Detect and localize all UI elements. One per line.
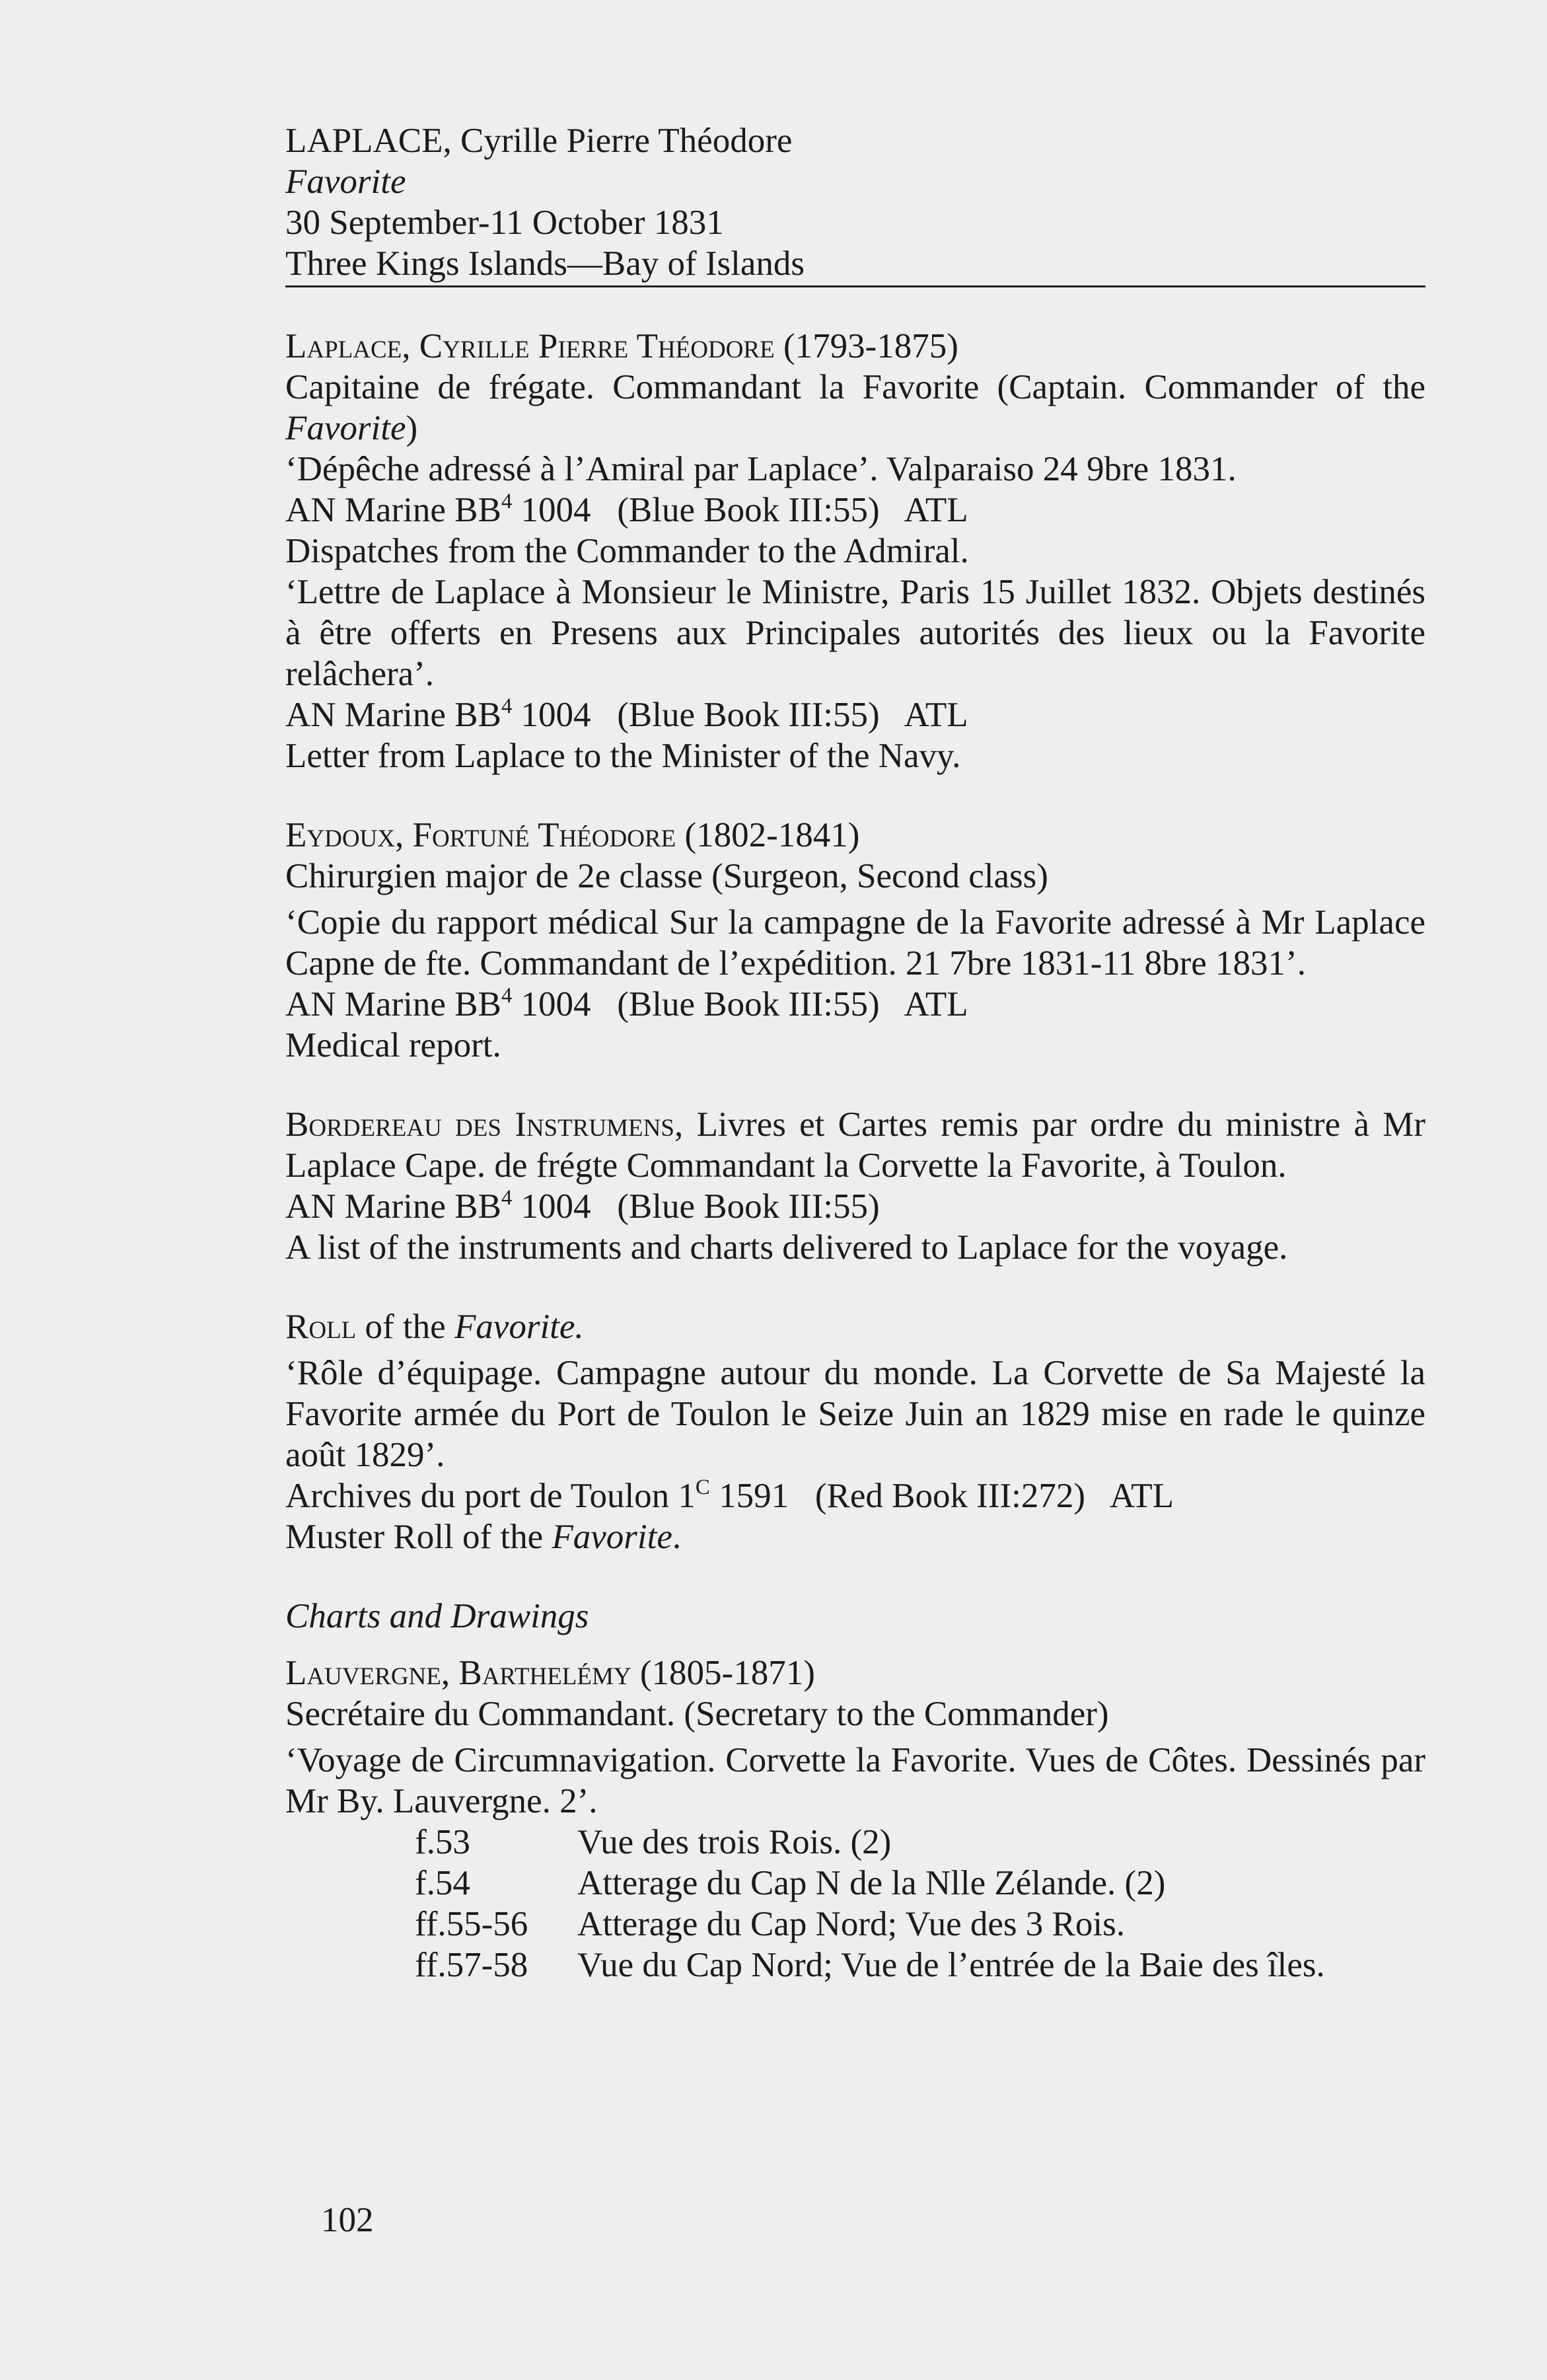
entry-person-name: Lauvergne, Barthelémy	[285, 1654, 631, 1692]
document-reference	[285, 1186, 1425, 1227]
entry-person-name: Laplace, Cyrille Pierre Théodore	[285, 327, 775, 365]
ref-rest: 1004 (Blue Book III:55) ATL	[512, 696, 968, 734]
desc-ship: Favorite	[552, 1518, 672, 1556]
ref-sup: 4	[501, 1185, 513, 1210]
ref-sup: 4	[501, 489, 513, 513]
entry-person-name: Eydoux, Fortuné Théodore	[285, 816, 676, 854]
entry-heading	[285, 1104, 1425, 1186]
folio-list	[415, 1822, 1325, 1986]
folio-title: Atterage du Cap Nord; Vue des 3 Rois.	[577, 1905, 1125, 1943]
document-reference	[285, 490, 1425, 531]
folio-title: Vue des trois Rois. (2)	[577, 1823, 892, 1861]
folio-title: Atterage du Cap N de la Nlle Zélande. (2)	[577, 1864, 1166, 1902]
entry-heading-smallcaps: Bordereau des Instrumens,	[285, 1105, 684, 1144]
ref-archive: Archives du port de Toulon 1	[285, 1477, 696, 1515]
ref-sup: C	[695, 1475, 710, 1499]
folio-number: f.53	[415, 1823, 470, 1861]
entry-role: Chirurgien major de 2e classe (Surgeon, Second class)	[285, 857, 1048, 895]
charts-entry-heading	[285, 1653, 1425, 1693]
ref-archive: AN Marine BB	[285, 1187, 501, 1226]
document-reference	[285, 1475, 1425, 1516]
entry-heading	[285, 1306, 1425, 1347]
document-title: ‘Dépêche adressé à l’Amiral par Laplace’. Valparaiso 24 9bre 1831.	[285, 450, 1237, 488]
document-reference	[285, 694, 1425, 735]
document-title: ‘Copie du rapport médical Sur la campagne de la Favorite adressé à Mr Laplace Capne de fte. Commandant de l’expédition. 21 7bre 1831-11 8bre 1831’.	[285, 903, 1425, 983]
entry-heading-ship: Favorite.	[454, 1308, 584, 1346]
desc-text: Muster Roll of the	[285, 1518, 552, 1556]
ref-rest: 1004 (Blue Book III:55) ATL	[512, 985, 968, 1023]
folio-title: Vue du Cap Nord; Vue de l’entrée de la Baie des îles.	[577, 1946, 1325, 1984]
ref-rest: 1004 (Blue Book III:55) ATL	[512, 491, 968, 529]
document-description: Dispatches from the Commander to the Admiral.	[285, 532, 969, 570]
role-close: )	[406, 409, 418, 447]
desc-end: .	[672, 1518, 682, 1556]
entry-heading	[285, 326, 1425, 367]
document-description: Letter from Laplace to the Minister of the Navy.	[285, 737, 961, 775]
entry-person-dates: (1802-1841)	[676, 816, 860, 854]
entry-heading-text: Livres et Cartes remis par ordre du ministre à Mr Laplace Cape. de frégte Commandant la Corvette la Favorite, à Toulon.	[285, 1105, 1426, 1185]
entry-role	[285, 367, 1425, 449]
ref-rest: 1004 (Blue Book III:55)	[512, 1187, 880, 1226]
document-title: ‘Lettre de Laplace à Monsieur le Ministre, Paris 15 Juillet 1832. Objets destinés à être offerts en Presens aux Principales autorités des lieux ou la Favorite relâchera’.	[285, 573, 1425, 693]
voyage-dates: 30 September-11 October 1831	[285, 204, 724, 242]
entry-person-dates: (1805-1871)	[631, 1654, 815, 1692]
folio-row	[415, 1863, 1325, 1904]
ref-sup: 4	[501, 694, 513, 718]
folio-number: f.54	[415, 1864, 470, 1902]
document-title: ‘Voyage de Circumnavigation. Corvette la Favorite. Vues de Côtes. Dessinés par Mr By. Lauvergne. 2’.	[285, 1741, 1425, 1820]
ref-archive: AN Marine BB	[285, 985, 501, 1023]
header-rule	[285, 285, 1425, 287]
voyage-commander: LAPLACE, Cyrille Pierre Théodore	[285, 122, 793, 160]
page-number: 102	[321, 2201, 374, 2239]
ref-archive: AN Marine BB	[285, 491, 501, 529]
entry-heading-smallcaps: Roll	[285, 1308, 357, 1346]
folio-row	[415, 1904, 1325, 1945]
document-description	[285, 1516, 1425, 1557]
entry-roll	[285, 1306, 1425, 1557]
role-ship: Favorite	[285, 409, 406, 447]
entry-laplace	[285, 326, 1425, 776]
entry-heading-text: of the	[356, 1308, 454, 1346]
folio-row	[415, 1822, 1325, 1863]
voyage-ship: Favorite	[285, 163, 406, 201]
ref-archive: AN Marine BB	[285, 696, 501, 734]
document-reference	[285, 984, 1425, 1025]
charts-section-heading: Charts and Drawings	[285, 1597, 589, 1635]
voyage-header	[285, 120, 1425, 284]
entry-heading	[285, 815, 1425, 856]
folio-number: ff.55-56	[415, 1905, 528, 1943]
ref-rest: 1591 (Red Book III:272) ATL	[709, 1477, 1174, 1515]
entry-person-dates: (1793-1875)	[774, 327, 958, 365]
folio-row	[415, 1945, 1325, 1986]
role-text: Capitaine de frégate. Commandant la Favorite (Captain. Commander of the	[285, 368, 1425, 406]
entry-bordereau	[285, 1104, 1425, 1268]
folio-number: ff.57-58	[415, 1946, 528, 1984]
document-description: A list of the instruments and charts delivered to Laplace for the voyage.	[285, 1228, 1288, 1267]
ref-sup: 4	[501, 983, 513, 1008]
document-title: ‘Rôle d’équipage. Campagne autour du monde. La Corvette de Sa Majesté la Favorite armée du Port de Toulon le Seize Juin an 1829 mise en rade le quinze août 1829’.	[285, 1354, 1425, 1474]
voyage-route: Three Kings Islands—Bay of Islands	[285, 244, 805, 283]
document-description: Medical report.	[285, 1026, 501, 1064]
entry-role: Secrétaire du Commandant. (Secretary to the Commander)	[285, 1695, 1109, 1733]
page-body	[285, 120, 1425, 1986]
entry-eydoux	[285, 815, 1425, 1066]
